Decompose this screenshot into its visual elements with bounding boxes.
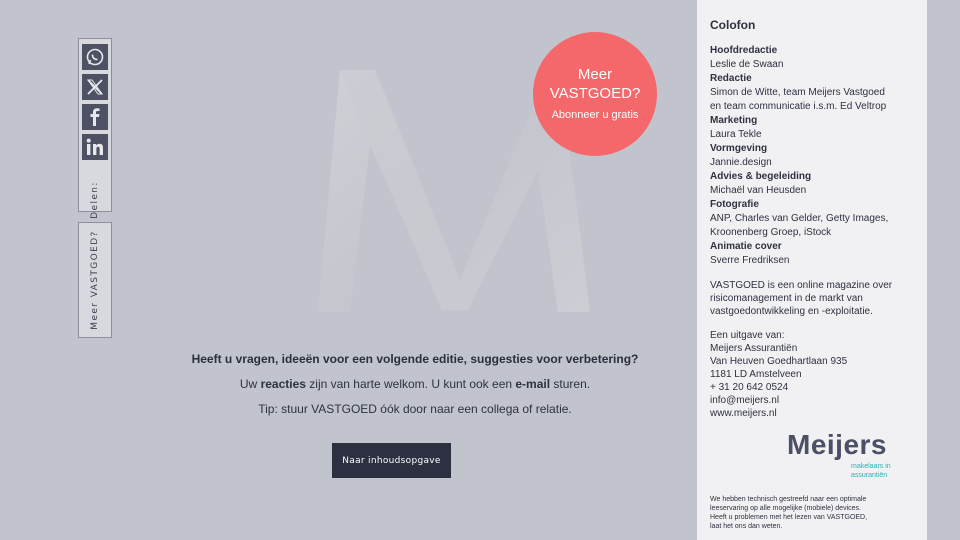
- section-line: Sverre Fredriksen: [710, 255, 790, 266]
- fine-line: laat het ons dan weten.: [710, 523, 783, 530]
- about-line: vastgoedontwikkeling en -exploitatie.: [710, 306, 873, 317]
- subscribe-line1: Meer: [577, 66, 613, 83]
- facebook-icon[interactable]: [82, 104, 108, 130]
- logo-word: Meijers: [787, 429, 887, 460]
- section-line: Michaël van Heusden: [710, 185, 807, 196]
- fine-print: [710, 495, 910, 531]
- section-heading: Advies & begeleiding: [710, 171, 812, 182]
- feedback-question: Heeft u vragen, ideeën voor een volgende editie, suggesties voor verbetering?: [191, 352, 639, 366]
- section-heading: Fotografie: [710, 199, 759, 210]
- publisher-line: Meijers Assurantiën: [710, 343, 798, 354]
- publisher-line: Een uitgave van:: [710, 330, 785, 341]
- colofon-panel: [697, 0, 927, 540]
- publisher-email-link[interactable]: info@meijers.nl: [710, 395, 780, 406]
- section-line: Simon de Witte, team Meijers Vastgoed: [710, 87, 885, 98]
- x-icon[interactable]: [82, 74, 108, 100]
- fine-line: leeservaring op alle mogelijke (mobiele) devices.: [710, 505, 861, 512]
- line2-mid: zijn van harte welkom. U kunt ook een: [305, 377, 516, 391]
- section-line: Leslie de Swaan: [710, 59, 784, 70]
- share-bar: [78, 38, 112, 219]
- publisher-line: 1181 LD Amstelveen: [710, 369, 802, 380]
- section-heading: Vormgeving: [710, 143, 768, 154]
- meer-vastgoed-tab[interactable]: [78, 222, 112, 338]
- section-heading: Redactie: [710, 73, 752, 84]
- logo-sub2: assurantiën: [851, 472, 888, 479]
- section-line: Jannie.design: [710, 157, 772, 168]
- section-line: Kroonenberg Groep, iStock: [710, 227, 832, 238]
- colofon-title: Colofon: [710, 18, 756, 32]
- about-line: risicomanagement in de markt van: [710, 293, 863, 304]
- reacties-link[interactable]: reacties: [260, 377, 306, 391]
- feedback-section: [130, 351, 700, 417]
- line2-post: sturen.: [550, 377, 591, 391]
- publisher-phone[interactable]: + 31 20 642 0524: [710, 382, 789, 393]
- whatsapp-icon[interactable]: [82, 44, 108, 70]
- section-heading: Marketing: [710, 115, 758, 126]
- logo-sub1: makelaars in: [851, 463, 891, 470]
- fine-line: We hebben technisch gestreefd naar een optimale: [710, 496, 867, 503]
- fine-line: Heeft u problemen met het lezen van VASTGOED,: [710, 514, 868, 521]
- right-margin: [927, 0, 960, 540]
- section-heading: Animatie cover: [710, 241, 782, 252]
- section-heading: Hoofdredactie: [710, 45, 778, 56]
- share-label: Delen:: [90, 181, 100, 219]
- section-line: en team communicatie i.s.m. Ed Veltrop: [710, 101, 887, 112]
- line2-pre: Uw: [239, 377, 261, 391]
- share-icons: [82, 44, 108, 164]
- publisher-website-link[interactable]: www.meijers.nl: [710, 408, 777, 419]
- subscribe-line3: Abonneer u gratis: [551, 109, 639, 121]
- tip-text: Tip: stuur VASTGOED óók door naar een collega of relatie.: [258, 402, 572, 416]
- section-line: Laura Tekle: [710, 129, 762, 140]
- section-line: ANP, Charles van Gelder, Getty Images,: [710, 213, 889, 224]
- inhoudsopgave-button[interactable]: Naar inhoudsopgave: [332, 443, 451, 478]
- meer-vastgoed-label: Meer VASTGOED?: [90, 230, 100, 330]
- publisher-line: Van Heuven Goedhartlaan 935: [710, 356, 848, 367]
- subscribe-line2: VASTGOED?: [549, 85, 641, 102]
- email-link[interactable]: e-mail: [515, 377, 551, 391]
- feedback-line: [130, 376, 700, 392]
- about-line: VASTGOED is een online magazine over: [710, 280, 893, 291]
- meijers-logo[interactable]: [787, 430, 897, 480]
- linkedin-icon[interactable]: [82, 134, 108, 160]
- subscribe-circle-button[interactable]: [533, 32, 657, 156]
